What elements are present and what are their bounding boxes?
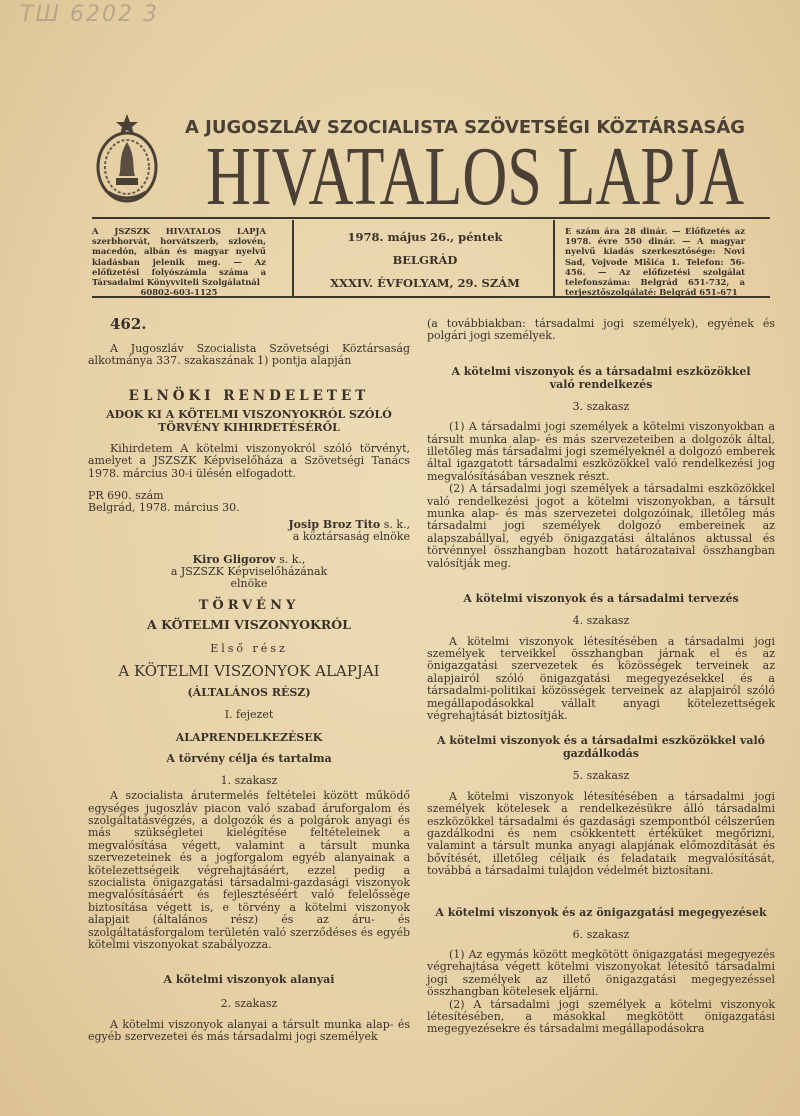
article-paragraph: A kötelmi viszonyok alanyai a társult munka alap- és egyéb szervezetei és más társadalmi jogi személyek <box>88 1017 410 1044</box>
article-paragraph: (2) A társadalmi jogi személyek a társadalmi eszközökkel való rendelkezési jogot a kötelmi viszonyokban, a társult munka alap- és más szervezetei dolgozóinak, illetőleg más társadalmi jogi személyek dolgozó embereinek az alapszabállyal, egyéb önigazgatási általános aktussal és törvénnyel összhangban hozott határozataival összhangban valósítják meg. <box>427 482 775 570</box>
reference-date: Belgrád, 1978. március 30. <box>88 501 240 515</box>
article-number: 1. szakasz <box>220 773 278 787</box>
issue-place: BELGRÁD <box>392 253 458 267</box>
law-title: TÖRVÉNY <box>198 597 300 613</box>
publication-info <box>92 226 266 297</box>
signature-tito-title: a köztársaság elnöke <box>292 530 410 544</box>
part-title: A KÖTELMI VISZONYOK ALAPJAI <box>118 662 380 681</box>
article-paragraph: A kötelmi viszonyok létesítésében a társadalmi jogi személyek terveikkel összhangban járnak el és az önigazgatási szervezetek és közösségek terveinek az alapjairól szóló önigazgatási megegyezésekkel és a társadalmi-politikai közösségek terveinek az alapjairól szóló megállapodásokkal vállalt anyagi kötelezettségek végrehajtását biztosítják. <box>427 634 775 722</box>
handwritten-archive-number: ТШ 6202 3 <box>20 2 159 27</box>
act-number: 462. <box>110 315 147 333</box>
signer-suffix: s. k., <box>380 517 410 531</box>
section-heading: A törvény célja és tartalma <box>166 751 332 765</box>
left-column <box>88 315 410 1044</box>
chapter-title: ALAPRENDELKEZÉSEK <box>175 730 323 744</box>
section-heading: A kötelmi viszonyok és a társadalmi eszközökkel való rendelkezés <box>451 364 751 391</box>
article-paragraph: (2) A társadalmi jogi személyek a kötelmi viszonyok létesítésében, a másokkal megkötött önigazgatási megegyezésekre és társadalmi megállapodásokra <box>427 997 775 1036</box>
header-top-rule <box>92 217 770 219</box>
decree-paragraph: Kihirdetem A kötelmi viszonyokról szóló törvényt, amelyet a JSZSZK Képviselőháza a Szövetségi Tanács 1978. március 30-i ülésén elfogadott. <box>88 441 410 480</box>
article-paragraph: (1) A társadalmi jogi személyek a kötelmi viszonyokban a társult munka alap- és más szervezeteiben a dolgozók által, illetőleg más társadalmi jogi személyeknél a dolgozó emberek által igazgatott társadalmi eszközökkel való rendelkezési jog megvalósításában vesznek részt. <box>427 420 775 483</box>
masthead-super-title-text: A JUGOSZLÁV SZOCIALISTA SZÖVETSÉGI KÖZTÁRSASÁG <box>185 118 730 138</box>
section-heading: A kötelmi viszonyok és az önigazgatási megegyezések <box>435 905 767 919</box>
issue-date: 1978. május 26., péntek <box>347 230 503 244</box>
signature-gligorov-title: a JSZSZK Képviselőházának <box>170 565 328 579</box>
masthead-title <box>206 136 748 212</box>
article-number: 5. szakasz <box>572 769 630 783</box>
article-number: 3. szakasz <box>572 399 630 413</box>
masthead-super-title <box>185 114 750 138</box>
article-paragraph: A kötelmi viszonyok létesítésében a társadalmi jogi személyek kötelesek a rendelkezésükre álló társadalmi eszközökkel társadalmi és gazdasági szempontból célszerűen gazdálkodni és nem csökkentett értéküket megőrizni, valamint a társult munka anyagi alapjának előmozdítását és bővítését, illetőleg céljaik és feladataik megvalósítását, továbbá a társadalmi tulajdon védelmét biztosítani. <box>427 789 775 878</box>
info-divider <box>292 220 294 296</box>
signer-name: Josip Broz Tito <box>288 517 381 531</box>
article-number: 2. szakasz <box>220 997 278 1011</box>
article-number: 6. szakasz <box>572 927 630 941</box>
law-subtitle: A KÖTELMI VISZONYOKRÓL <box>147 616 351 632</box>
continued-paragraph: (a továbbiakban: társadalmi jogi személyek), egyének és polgári jogi személyek. <box>427 317 775 343</box>
signer-name: Kiro Gligorov <box>192 552 276 566</box>
article-number: 4. szakasz <box>572 614 630 628</box>
price-subscription-info: E szám ára 28 dinár. — Előfizetés az 1978. évre 550 dinár. — A magyar nyelvű kiadás szerkesztősége: Novi Sad, Vojvode Mišića 1. Telefon: 56-456. — Az előfizetési szolgálat telefonszáma: Belgrád 651-732, a terjesztőszolgálaté: Belgrád 651-671 <box>565 226 745 298</box>
account-number: 60802-603-1125 <box>140 287 218 298</box>
chapter-label: I. fejezet <box>224 708 274 722</box>
publication-info-text: A JSZSZK HIVATALOS LAPJA szerbhorvát, horvátszerb, szlovén, macedón, albán és magyar nyelvű kiadásban jelenik meg. — Az előfizetési folyószámla száma a Társadalmi Könyvviteli Szolgálatnál <box>92 226 266 288</box>
masthead-title-text: HIVATALOS LAPJA <box>206 136 745 212</box>
article-paragraph: (1) Az egymás között megkötött önigazgatási megegyezés végrehajtása végett kötelmi viszonyokat létesítő társadalmi jogi személyek az illető önigazgatási megegyezéssel összhangban kötelesek eljárni. <box>427 948 775 999</box>
signature-gligorov-title-2: elnöke <box>230 577 268 591</box>
reference-number: PR 690. szám <box>88 489 164 503</box>
decree-subtitle: ADOK KI A KÖTELMI VISZONYOKRÓL SZÓLÓ TÖRVÉNY KIHIRDETÉSÉRŐL <box>106 407 392 434</box>
section-heading: A kötelmi viszonyok alanyai <box>163 973 335 987</box>
part-subtitle: (ÁLTALÁNOS RÉSZ) <box>187 686 311 700</box>
intro-paragraph: A Jugoszláv Szocialista Szövetségi Köztársaság alkotmánya 337. szakaszának 1) pontja alapján <box>88 342 410 368</box>
right-column <box>427 318 775 1036</box>
signer-suffix: s. k., <box>275 552 306 566</box>
issue-number: XXXIV. ÉVFOLYAM, 29. SZÁM <box>330 276 520 290</box>
decree-title: ELNÖKI RENDELETET <box>128 387 370 404</box>
section-heading: A kötelmi viszonyok és a társadalmi tervezés <box>463 592 739 606</box>
part-label: Első rész <box>210 641 288 655</box>
info-divider <box>553 220 555 296</box>
article-paragraph: A szocialista árutermelés feltételei között működő egységes jugoszláv piacon való szabad áruforgalom és szolgáltatásvégzés, a dolgozók és a polgárok anyagi és más szükségletei kielégítése feltételeinek a megvalósítása végett, valamint a társult munka szervezeteinek és a jogforgalom egyéb alanyainak a kötelezettségeik végrehajtásáért, ezzel pedig a szocialista önigazgatási társadalmi-gazdasági viszonyok megvalósításáért és fejlesztéséért való felelőssége biztosítása végett is, e törvény a kötelmi viszonyok alapjait (általános rész) és az áru- és szolgáltatásforgalom területén való szerződéses és egyéb kötelmi viszonyokat szabályozza. <box>88 789 410 951</box>
section-heading: A kötelmi viszonyok és a társadalmi eszközökkel való gazdálkodás <box>437 734 765 761</box>
state-emblem-icon <box>94 112 160 208</box>
